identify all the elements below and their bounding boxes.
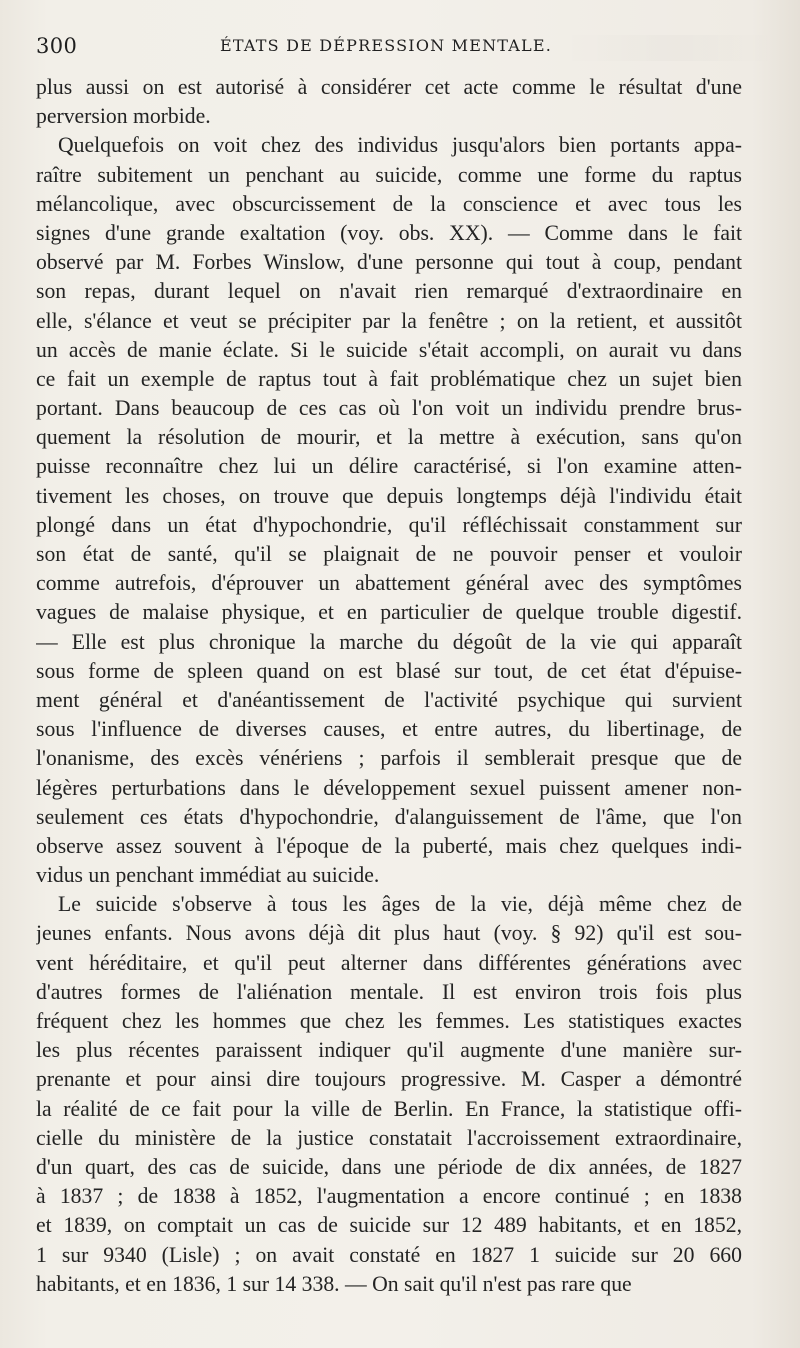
paragraph-line: comme autrefois, d'éprouver un abattement général avec des symptômes xyxy=(36,571,742,596)
paragraph-line: vagues de malaise physique, et en particulier de quelque trouble digestif. xyxy=(36,600,742,625)
paragraph-line: à 1837 ; de 1838 à 1852, l'augmentation a encore continué ; en 1838 xyxy=(36,1184,742,1209)
running-title: ÉTATS DE DÉPRESSION MENTALE. xyxy=(220,36,553,55)
paragraph-line: fréquent chez les hommes que chez les femmes. Les statistiques exactes xyxy=(36,1009,742,1033)
paragraph-line: plongé dans un état d'hypochondrie, qu'il réfléchissait constamment sur xyxy=(36,512,742,537)
paragraph-line: Le suicide s'observe à tous les âges de la vie, déjà même chez de xyxy=(58,892,742,917)
paragraph-line: un accès de manie éclate. Si le suicide s'était accompli, on aurait vu dans xyxy=(36,337,742,362)
paragraph-line: légères perturbations dans le développement sexuel puissent amener non- xyxy=(36,775,742,800)
paragraph-line: Quelquefois on voit chez des individus jusqu'alors bien portants appa- xyxy=(58,133,742,158)
paragraph-line: tivement les choses, on trouve que depuis longtemps déjà l'individu était xyxy=(36,483,742,508)
paragraph-2 xyxy=(36,131,742,890)
paragraph-line: — Elle est plus chronique la marche du dégoût de la vie qui apparaît xyxy=(36,629,742,654)
paragraph-line: d'un quart, des cas de suicide, dans une période de dix années, de 1827 xyxy=(36,1154,742,1179)
paragraph-line: plus aussi on est autorisé à considérer cet acte comme le résultat d'une xyxy=(36,75,742,99)
paragraph-line: observe assez souvent à l'époque de la puberté, mais chez quelques indi- xyxy=(36,833,742,858)
paragraph-line: quement la résolution de mourir, et la mettre à exécution, sans qu'on xyxy=(36,425,742,450)
paragraph-line: elle, s'élance et veut se précipiter par la fenêtre ; on la retient, et aussitôt xyxy=(36,308,742,333)
paragraph-line: prenante et pour ainsi dire toujours progressive. M. Casper a démontré xyxy=(36,1067,742,1092)
paragraph-line: l'onanisme, des excès vénériens ; parfois il semblerait presque que de xyxy=(36,746,742,771)
paragraph-line: cielle du ministère de la justice constatait l'accroissement extraordinaire, xyxy=(36,1125,742,1150)
paragraph-line: seulement ces états d'hypochondrie, d'alanguissement de l'âme, que l'on xyxy=(36,804,742,829)
body-text xyxy=(36,73,742,1299)
paragraph-line: signes d'une grande exaltation (voy. obs. XX). — Comme dans le fait xyxy=(36,220,742,245)
paragraph-line: et 1839, on comptait un cas de suicide sur 12 489 habitants, et en 1852, xyxy=(36,1213,742,1238)
paragraph-line: vidus un penchant immédiat au suicide. xyxy=(36,863,380,888)
paragraph-line: sous l'influence de diverses causes, et entre autres, du libertinage, de xyxy=(36,717,742,742)
paragraph-line: son état de santé, qu'il se plaignait de ne pouvoir penser et vouloir xyxy=(36,542,742,566)
paragraph-line: jeunes enfants. Nous avons déjà dit plus haut (voy. § 92) qu'il est sou- xyxy=(36,921,742,946)
paragraph-line: puisse reconnaître chez lui un délire caractérisé, si l'on examine atten- xyxy=(36,454,742,479)
paragraph-1 xyxy=(36,73,742,131)
paragraph-line: ment général et d'anéantissement de l'activité psychique qui survient xyxy=(36,687,742,712)
paragraph-line: sous forme de spleen quand on est blasé sur tout, de cet état d'épuise- xyxy=(36,658,742,683)
paragraph-3 xyxy=(36,890,742,1299)
paragraph-line: d'autres formes de l'aliénation mentale. Il est environ trois fois plus xyxy=(36,979,742,1004)
paragraph-line: observé par M. Forbes Winslow, d'une personne qui tout à coup, pendant xyxy=(36,250,742,275)
paragraph-line: perversion morbide. xyxy=(36,104,211,129)
paragraph-line: son repas, durant lequel on n'avait rien remarqué d'extraordinaire en xyxy=(36,279,742,304)
paragraph-line: habitants, et en 1836, 1 sur 14 338. — On sait qu'il n'est pas rare que xyxy=(36,1271,632,1296)
paragraph-line: la réalité de ce fait pour la ville de Berlin. En France, la statistique offi- xyxy=(36,1096,742,1121)
page-number: 300 xyxy=(36,34,78,58)
paragraph-line: vent héréditaire, et qu'il peut alterner dans différentes générations avec xyxy=(36,950,742,975)
page-header xyxy=(36,34,742,64)
paragraph-line: raître subitement un penchant au suicide, comme une forme du raptus xyxy=(36,162,742,187)
paragraph-line: les plus récentes paraissent indiquer qu'il augmente d'une manière sur- xyxy=(36,1038,742,1063)
paragraph-line: 1 sur 9340 (Lisle) ; on avait constaté en 1827 1 suicide sur 20 660 xyxy=(36,1242,742,1267)
paragraph-line: portant. Dans beaucoup de ces cas où l'on voit un individu prendre brus- xyxy=(36,396,742,421)
paragraph-line: mélancolique, avec obscurcissement de la conscience et avec tous les xyxy=(36,191,742,216)
paragraph-line: ce fait un exemple de raptus tout à fait problématique chez un sujet bien xyxy=(36,366,742,391)
